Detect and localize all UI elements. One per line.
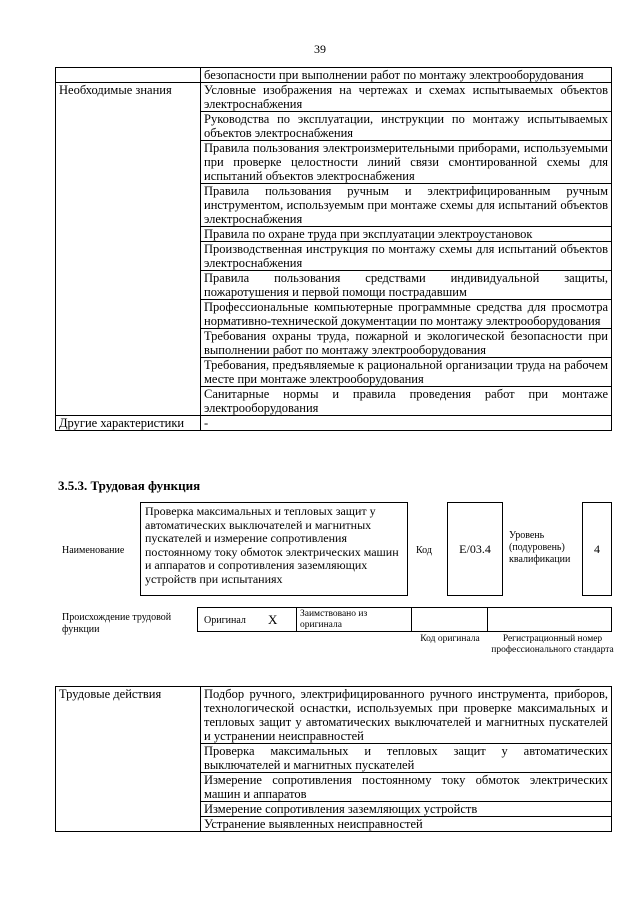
row-text: Требования, предъявляемые к рациональной организации труда на рабочем месте при монтаже электрооборудования xyxy=(201,358,612,387)
original-label: Оригинал xyxy=(204,615,246,626)
row-text: Правила пользования ручным и электрифицированным ручным инструментом, используемым при монтаже схемы для испытаний объектов электроснабжения xyxy=(201,184,612,227)
original-mark: X xyxy=(268,612,278,627)
code-label: Код xyxy=(416,545,432,556)
borrowed-label: Заимствовано из оригинала xyxy=(300,609,368,630)
code-box xyxy=(447,502,503,596)
action-text: Устранение выявленных неисправностей xyxy=(201,817,612,832)
function-name: Проверка максимальных и тепловых защит у автоматических выключателей и магнитных пускателей и измерение сопротивления постоянному току обмоток электрических машин и аппаратов и сопротивления заземляющих устройств при испытаниях xyxy=(145,504,399,586)
section-title: 3.5.3. Трудовая функция xyxy=(58,478,201,493)
actions-label: Трудовые действия xyxy=(56,687,201,832)
reg-number-label: Регистрационный номер профессионального стандарта xyxy=(491,634,614,655)
level-box xyxy=(582,502,612,596)
level-label: Уровень (подуровень) квалификации xyxy=(509,530,571,565)
row-label: Другие характеристики xyxy=(56,416,201,431)
origin-label: Происхождение трудовой функции xyxy=(62,612,172,635)
divider xyxy=(487,608,488,631)
row-text: Производственная инструкция по монтажу схемы для испытаний объектов электроснабжения xyxy=(201,242,612,271)
row-text: Санитарные нормы и правила проведения работ при монтаже электрооборудования xyxy=(201,387,612,416)
name-label: Наименование xyxy=(62,545,125,556)
divider xyxy=(411,608,412,631)
table-row xyxy=(56,83,612,112)
code-value: E/03.4 xyxy=(459,541,491,556)
row-text: Требования охраны труда, пожарной и экологической безопасности при выполнении работ по монтажу электрооборудования xyxy=(201,329,612,358)
row-label: Необходимые знания xyxy=(56,83,201,416)
action-text: Измерение сопротивления постоянному току обмоток электрических машин и аппаратов xyxy=(201,773,612,802)
code-original-label: Код оригинала xyxy=(420,634,480,644)
table-row xyxy=(56,416,612,431)
origin-row xyxy=(197,607,612,632)
row-text: Условные изображения на чертежах и схемах испытываемых объектов электроснабжения xyxy=(201,83,612,112)
row-text: - xyxy=(201,416,612,431)
action-text: Подбор ручного, электрифицированного ручного инструмента, приборов, технологической оснастки, используемых при проверке максимальных и тепловых защит у автоматических выключателей и магнитных пускателей и устранении неисправностей xyxy=(201,687,612,744)
page-number: 39 xyxy=(314,42,326,56)
action-text: Измерение сопротивления заземляющих устройств xyxy=(201,802,612,817)
table-row xyxy=(56,68,612,83)
knowledge-table xyxy=(55,67,612,431)
actions-table xyxy=(55,686,612,832)
row-text: Правила по охране труда при эксплуатации электроустановок xyxy=(201,227,612,242)
level-value: 4 xyxy=(594,541,600,556)
row-text: Руководства по эксплуатации, инструкции по монтажу испытываемых объектов электроснабжения xyxy=(201,112,612,141)
original-cell xyxy=(198,608,297,631)
row-text: безопасности при выполнении работ по монтажу электрооборудования xyxy=(201,68,612,83)
row-text: Правила пользования электроизмерительными приборами, используемыми при проверке целостности линий связи смонтированной схемы для испытаний объектов электроснабжения xyxy=(201,141,612,184)
table-row xyxy=(56,687,612,744)
row-label xyxy=(56,68,201,83)
function-name-box xyxy=(140,502,408,596)
action-text: Проверка максимальных и тепловых защит у автоматических выключателей и магнитных пускателей xyxy=(201,744,612,773)
row-text: Профессиональные компьютерные программные средства для просмотра нормативно-технической документации по монтажу электрооборудования xyxy=(201,300,612,329)
row-text: Правила пользования средствами индивидуальной защиты, пожаротушения и первой помощи пострадавшим xyxy=(201,271,612,300)
